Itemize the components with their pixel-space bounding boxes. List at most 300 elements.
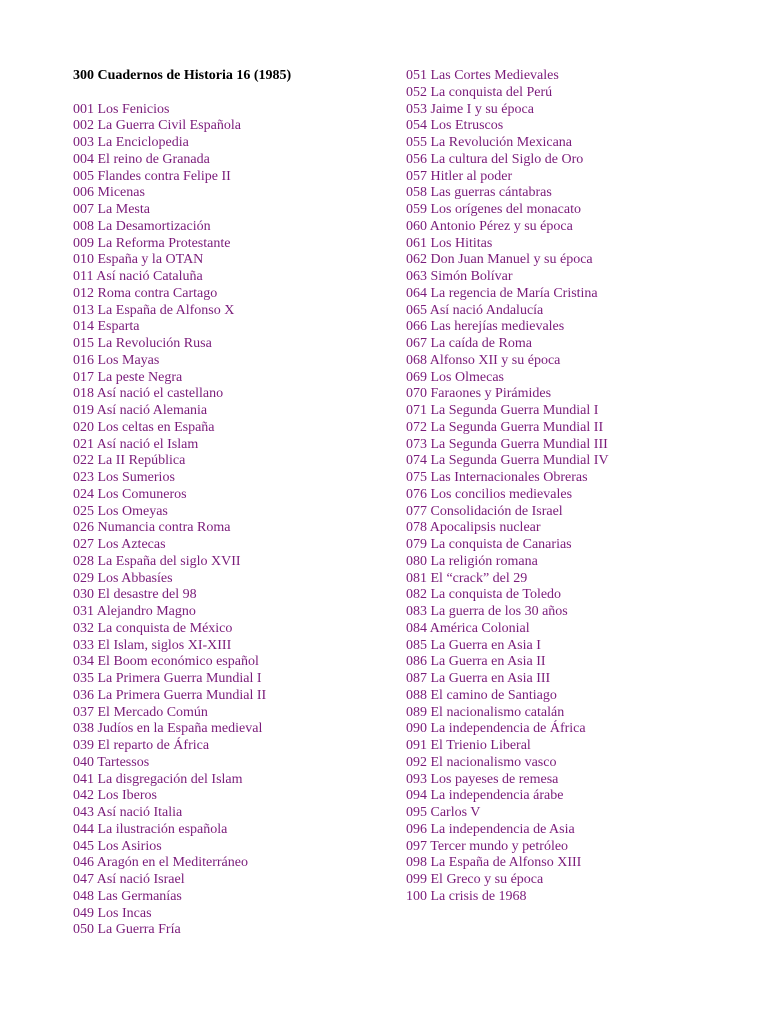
issue-title: América Colonial (429, 620, 530, 636)
issue-title: Así nació Alemania (96, 403, 208, 418)
list-item (406, 504, 609, 521)
issue-title: Esparta (97, 319, 140, 335)
issue-number: 074 (406, 453, 427, 469)
issue-title: La Segunda Guerra Mundial IV (430, 453, 609, 469)
issue-number: 095 (406, 805, 427, 820)
issue-title: Los Asirios (97, 838, 162, 854)
list-item (73, 102, 291, 119)
list-item (73, 772, 291, 789)
list-item (406, 169, 609, 186)
issue-title: La regencia de María Cristina (430, 285, 598, 301)
list-item (73, 671, 291, 688)
issue-number: 089 (406, 704, 427, 720)
issue-number: 084 (406, 620, 427, 636)
issue-title: La Guerra Fría (97, 922, 181, 938)
issue-title: Así nació Italia (96, 805, 183, 820)
list-item (73, 587, 291, 604)
list-item (406, 68, 609, 85)
issue-number: 038 (73, 721, 94, 737)
issue-number: 042 (73, 788, 94, 804)
issue-number: 036 (73, 687, 94, 703)
issue-number: 049 (73, 905, 94, 921)
issue-number: 075 (406, 470, 427, 485)
issue-number: 081 (406, 570, 427, 586)
issue-title: Flandes contra Felipe II (97, 168, 231, 184)
issue-number: 056 (406, 151, 427, 167)
list-item (73, 286, 291, 303)
issue-number: 022 (73, 453, 94, 469)
list-item (73, 403, 291, 420)
issue-title: Micenas (97, 185, 145, 201)
list-item (406, 671, 609, 688)
list-item (73, 705, 291, 722)
issue-number: 063 (406, 269, 427, 284)
issue-title: La Primera Guerra Mundial I (97, 671, 262, 686)
list-item (406, 604, 609, 621)
issue-title: La independencia de Asia (430, 821, 575, 837)
issue-number: 013 (73, 302, 94, 318)
issue-number: 018 (73, 386, 94, 402)
issue-number: 100 (406, 888, 427, 904)
issue-title: Jaime I y su época (430, 101, 534, 117)
list-item (406, 772, 609, 789)
list-item (73, 185, 291, 202)
issue-number: 051 (406, 68, 427, 83)
list-item (406, 152, 609, 169)
issue-title: Así nació el Islam (96, 436, 199, 452)
issue-number: 037 (73, 704, 94, 720)
issue-number: 028 (73, 553, 94, 569)
list-item (73, 169, 291, 186)
issue-title: La religión romana (430, 553, 538, 569)
issue-number: 065 (406, 302, 427, 318)
issue-title: La guerra de los 30 años (430, 604, 568, 619)
issue-number: 046 (73, 855, 94, 871)
issue-title: El Mercado Común (97, 704, 208, 720)
list-item (73, 906, 291, 923)
issue-number: 082 (406, 587, 427, 603)
issue-number: 026 (73, 520, 94, 536)
issue-title: La peste Negra (97, 369, 183, 385)
issue-number: 014 (73, 319, 94, 335)
issue-number: 002 (73, 118, 94, 134)
issue-title: La caída de Roma (430, 336, 532, 351)
list-item (73, 872, 291, 889)
list-item (406, 537, 609, 554)
issue-number: 030 (73, 587, 94, 603)
left-issue-list (73, 102, 291, 940)
issue-title: Los orígenes del monacato (430, 202, 581, 217)
list-item (73, 319, 291, 336)
issue-title: Don Juan Manuel y su época (430, 252, 593, 268)
issue-title: La Revolución Mexicana (430, 135, 573, 150)
issue-number: 080 (406, 553, 427, 569)
list-item (406, 621, 609, 638)
list-item (406, 420, 609, 437)
issue-title: Las Germanías (97, 888, 182, 904)
issue-number: 061 (406, 235, 427, 251)
issue-number: 079 (406, 537, 427, 552)
list-item (406, 252, 609, 269)
issue-title: Los Omeyas (97, 503, 168, 519)
issue-number: 007 (73, 202, 94, 217)
issue-title: El Boom económico español (97, 654, 259, 670)
issue-title: Los Olmecas (430, 369, 504, 385)
list-item (73, 118, 291, 135)
list-item (73, 269, 291, 286)
issue-number: 083 (406, 604, 427, 619)
issue-number: 073 (406, 436, 427, 452)
issue-title: La Guerra Civil Española (97, 118, 241, 134)
issue-title: Tercer mundo y petróleo (430, 838, 569, 854)
issue-title: Las Internacionales Obreras (430, 470, 588, 485)
list-item (406, 822, 609, 839)
issue-title: El nacionalismo vasco (430, 754, 557, 770)
issue-title: La España de Alfonso XIII (430, 855, 582, 871)
issue-number: 076 (406, 486, 427, 502)
issue-title: La conquista del Perú (430, 84, 553, 100)
list-item (73, 370, 291, 387)
issue-title: Los Hititas (430, 235, 493, 251)
issue-title: Así nació el castellano (96, 386, 224, 402)
document-title: 300 Cuadernos de Historia 16 (1985) (73, 68, 292, 83)
issue-number: 055 (406, 135, 427, 150)
issue-title: Los Comuneros (97, 486, 187, 502)
issue-title: Simón Bolívar (430, 269, 513, 284)
issue-title: La Guerra en Asia I (430, 637, 541, 653)
list-item (73, 788, 291, 805)
issue-title: El Islam, siglos XI-XIII (97, 637, 232, 653)
issue-title: La Primera Guerra Mundial II (97, 687, 267, 703)
issue-number: 001 (73, 101, 94, 117)
list-item (406, 303, 609, 320)
list-item (406, 738, 609, 755)
issue-title: Alfonso XII y su época (429, 352, 561, 368)
issue-title: Alejandro Magno (96, 604, 196, 619)
list-item (406, 135, 609, 152)
list-item (406, 236, 609, 253)
list-item (406, 319, 609, 336)
list-item (406, 889, 609, 906)
list-item (73, 202, 291, 219)
list-item (73, 152, 291, 169)
list-item (73, 303, 291, 320)
list-item (73, 922, 291, 939)
list-item (73, 252, 291, 269)
issue-number: 029 (73, 570, 94, 586)
issue-number: 069 (406, 369, 427, 385)
issue-number: 094 (406, 788, 427, 804)
issue-title: Faraones y Pirámides (430, 386, 552, 402)
issue-title: Apocalipsis nuclear (429, 520, 541, 536)
issue-title: Los payeses de remesa (430, 771, 559, 787)
list-item (73, 721, 291, 738)
list-item (73, 219, 291, 236)
list-item (73, 504, 291, 521)
issue-number: 005 (73, 168, 94, 184)
issue-title: Las Cortes Medievales (430, 68, 559, 83)
issue-title: La cultura del Siglo de Oro (430, 151, 584, 167)
issue-title: Los Iberos (97, 788, 157, 804)
issue-title: Así nació Andalucía (429, 302, 544, 318)
issue-number: 043 (73, 805, 94, 820)
issue-number: 020 (73, 419, 94, 435)
issue-number: 035 (73, 671, 94, 686)
list-item (406, 805, 609, 822)
issue-title: La Segunda Guerra Mundial II (430, 419, 604, 435)
issue-number: 023 (73, 470, 94, 485)
issue-number: 004 (73, 151, 94, 167)
issue-number: 090 (406, 721, 427, 737)
list-item (406, 470, 609, 487)
list-item (73, 755, 291, 772)
list-item (406, 638, 609, 655)
issue-number: 091 (406, 738, 427, 753)
list-item (406, 85, 609, 102)
issue-title: Consolidación de Israel (430, 503, 563, 519)
list-item (73, 604, 291, 621)
list-item (73, 453, 291, 470)
issue-number: 086 (406, 654, 427, 670)
list-item (406, 705, 609, 722)
issue-title: Antonio Pérez y su época (429, 218, 573, 234)
issue-number: 015 (73, 336, 94, 351)
list-item (406, 286, 609, 303)
list-item (73, 571, 291, 588)
issue-title: Las guerras cántabras (430, 185, 552, 201)
issue-title: La conquista de Toledo (430, 587, 562, 603)
list-item (406, 437, 609, 454)
issue-title: Los concilios medievales (430, 486, 573, 502)
list-item (406, 269, 609, 286)
issue-number: 044 (73, 821, 94, 837)
issue-title: La Revolución Rusa (97, 336, 212, 351)
list-item (406, 721, 609, 738)
issue-number: 087 (406, 671, 427, 686)
issue-number: 021 (73, 436, 94, 452)
issue-title: La Segunda Guerra Mundial I (430, 403, 599, 418)
list-item (73, 889, 291, 906)
list-item (406, 839, 609, 856)
issue-number: 066 (406, 319, 427, 335)
issue-title: Tartessos (97, 754, 150, 770)
list-item (73, 805, 291, 822)
issue-title: La España del siglo XVII (97, 553, 241, 569)
list-item (406, 386, 609, 403)
issue-number: 010 (73, 252, 94, 268)
list-item (406, 855, 609, 872)
issue-title: La Guerra en Asia II (430, 654, 546, 670)
issue-title: El reino de Granada (97, 151, 210, 167)
issue-number: 011 (73, 269, 94, 284)
issue-title: Hitler al poder (430, 168, 513, 184)
issue-title: Roma contra Cartago (97, 285, 218, 301)
issue-title: Los Fenicios (97, 101, 170, 117)
issue-number: 064 (406, 285, 427, 301)
list-item (406, 353, 609, 370)
list-item (406, 118, 609, 135)
issue-title: El desastre del 98 (97, 587, 197, 603)
issue-number: 058 (406, 185, 427, 201)
list-item (406, 102, 609, 119)
list-item (73, 688, 291, 705)
list-item (406, 336, 609, 353)
issue-number: 050 (73, 922, 94, 938)
list-item (73, 554, 291, 571)
issue-number: 093 (406, 771, 427, 787)
issue-title: Los Etruscos (430, 118, 504, 134)
issue-title: Los Mayas (97, 352, 160, 368)
issue-title: El camino de Santiago (430, 687, 557, 703)
issue-title: La independencia de África (430, 721, 586, 737)
list-item (406, 587, 609, 604)
issue-number: 085 (406, 637, 427, 653)
issue-number: 077 (406, 503, 427, 519)
issue-title: Los celtas en España (97, 419, 215, 435)
issue-title: Los Aztecas (97, 537, 166, 552)
issue-number: 019 (73, 403, 94, 418)
list-item (406, 872, 609, 889)
issue-title: Judíos en la España medieval (97, 721, 263, 737)
issue-number: 048 (73, 888, 94, 904)
issue-title: El “crack” del 29 (430, 570, 528, 586)
issue-title: El reparto de África (97, 738, 210, 753)
list-item (406, 654, 609, 671)
issue-title: La Guerra en Asia III (430, 671, 551, 686)
list-item (73, 353, 291, 370)
list-item (73, 135, 291, 152)
issue-title: La independencia árabe (430, 788, 564, 804)
issue-number: 072 (406, 419, 427, 435)
issue-title: Así nació Israel (96, 872, 185, 887)
issue-number: 067 (406, 336, 427, 351)
issue-number: 070 (406, 386, 427, 402)
issue-number: 059 (406, 202, 427, 217)
issue-title: La España de Alfonso X (97, 302, 235, 318)
list-item (406, 755, 609, 772)
issue-title: Los Abbasíes (97, 570, 173, 586)
issue-number: 041 (73, 771, 94, 787)
left-column (73, 68, 291, 939)
right-issue-list (406, 68, 609, 906)
issue-title: La Mesta (97, 202, 150, 217)
list-item (73, 520, 291, 537)
issue-number: 047 (73, 872, 94, 887)
title-spacer (73, 85, 291, 102)
list-item (406, 788, 609, 805)
issue-title: La ilustración española (97, 821, 228, 837)
list-item (406, 370, 609, 387)
list-item (73, 470, 291, 487)
issue-number: 071 (406, 403, 427, 418)
issue-title: Numancia contra Roma (97, 520, 231, 536)
list-item (406, 219, 609, 236)
issue-title: La disgregación del Islam (97, 771, 243, 787)
list-item (73, 336, 291, 353)
list-item (406, 688, 609, 705)
issue-title: El Trienio Liberal (430, 738, 531, 753)
issue-number: 039 (73, 738, 94, 753)
issue-number: 099 (406, 872, 427, 887)
issue-title: La Desamortización (97, 218, 211, 234)
issue-number: 006 (73, 185, 94, 201)
list-item (73, 437, 291, 454)
issue-number: 092 (406, 754, 427, 770)
list-item (406, 403, 609, 420)
issue-number: 052 (406, 84, 427, 100)
issue-number: 097 (406, 838, 427, 854)
issue-number: 012 (73, 285, 94, 301)
issue-number: 053 (406, 101, 427, 117)
issue-number: 003 (73, 135, 94, 150)
issue-number: 040 (73, 754, 94, 770)
issue-number: 027 (73, 537, 94, 552)
issue-number: 098 (406, 855, 427, 871)
issue-number: 017 (73, 369, 94, 385)
list-item (406, 571, 609, 588)
list-item (73, 537, 291, 554)
issue-number: 025 (73, 503, 94, 519)
issue-number: 078 (406, 520, 427, 536)
issue-title: La crisis de 1968 (430, 888, 527, 904)
issue-title: La conquista de México (97, 620, 233, 636)
issue-number: 054 (406, 118, 427, 134)
issue-title: La Segunda Guerra Mundial III (430, 436, 608, 452)
list-item (406, 554, 609, 571)
list-item (73, 487, 291, 504)
issue-number: 031 (73, 604, 94, 619)
list-item (406, 453, 609, 470)
list-item (73, 839, 291, 856)
issue-number: 009 (73, 235, 94, 251)
issue-number: 060 (406, 218, 427, 234)
issue-title: Carlos V (430, 805, 481, 820)
list-item (73, 638, 291, 655)
issue-title: La conquista de Canarias (430, 537, 572, 552)
issue-title: Los Incas (97, 905, 152, 921)
issue-number: 032 (73, 620, 94, 636)
list-item (406, 487, 609, 504)
list-item (73, 236, 291, 253)
issue-number: 034 (73, 654, 94, 670)
issue-number: 057 (406, 168, 427, 184)
issue-title: Aragón en el Mediterráneo (96, 855, 248, 871)
issue-title: Así nació Cataluña (96, 269, 203, 284)
issue-number: 062 (406, 252, 427, 268)
issue-number: 045 (73, 838, 94, 854)
issue-number: 088 (406, 687, 427, 703)
list-item (73, 654, 291, 671)
issue-title: El Greco y su época (430, 872, 544, 887)
issue-number: 016 (73, 352, 94, 368)
issue-title: La II República (97, 453, 186, 469)
issue-number: 068 (406, 352, 427, 368)
list-item (73, 822, 291, 839)
list-item (73, 420, 291, 437)
issue-number: 033 (73, 637, 94, 653)
issue-title: La Reforma Protestante (97, 235, 231, 251)
list-item (73, 855, 291, 872)
list-item (406, 185, 609, 202)
list-item (73, 621, 291, 638)
issue-title: Las herejías medievales (430, 319, 565, 335)
issue-title: La Enciclopedia (97, 135, 189, 150)
issue-number: 096 (406, 821, 427, 837)
issue-number: 024 (73, 486, 94, 502)
right-column (406, 68, 609, 906)
list-item (406, 202, 609, 219)
list-item (73, 738, 291, 755)
